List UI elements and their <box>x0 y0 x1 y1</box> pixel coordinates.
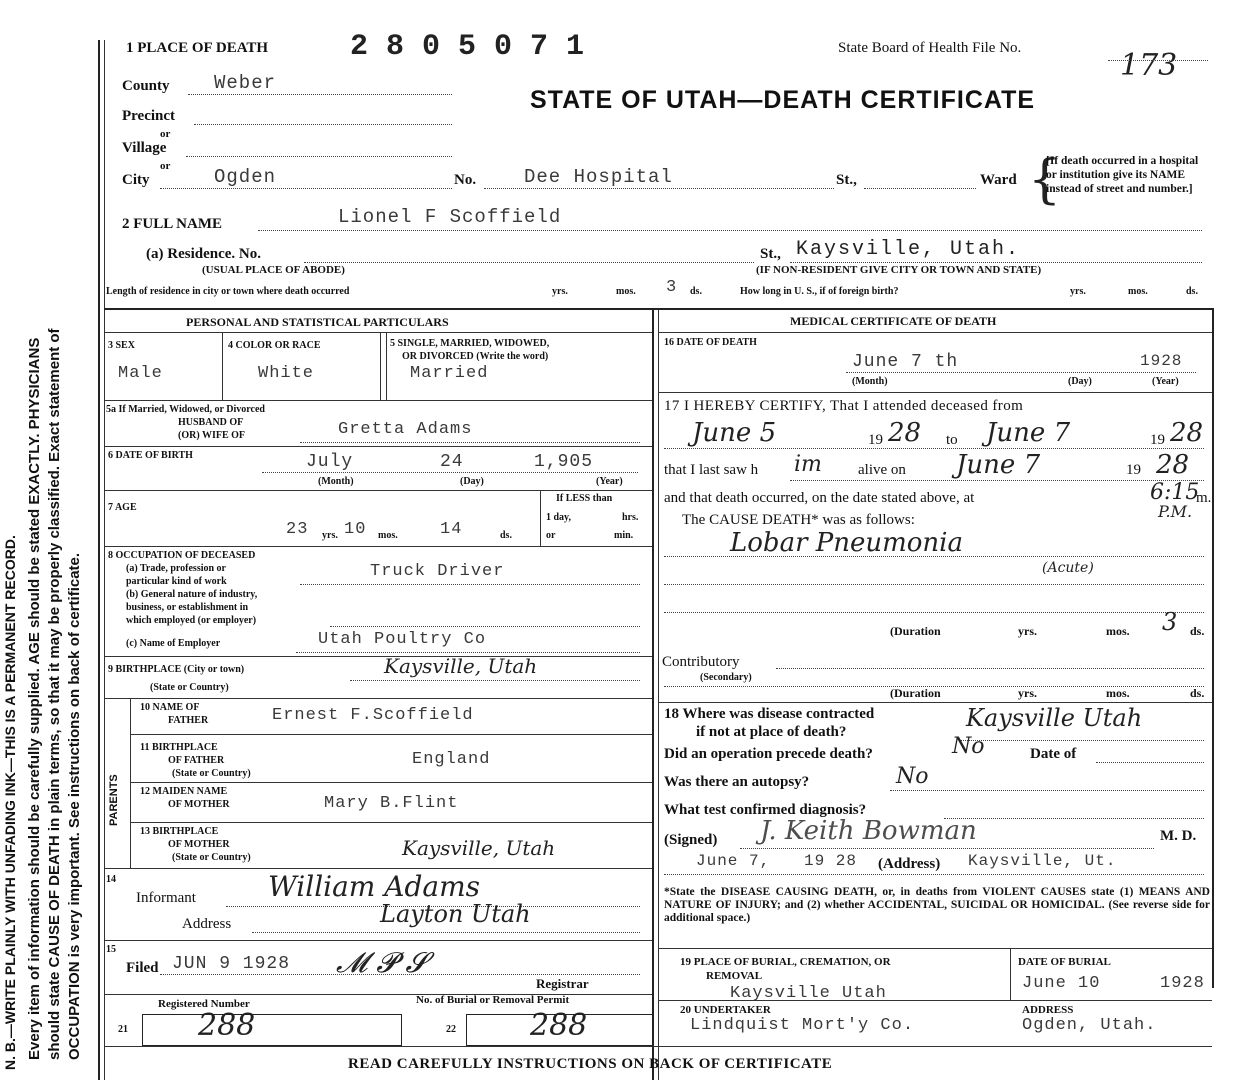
foreign-label: How long in U. S., if of foreign birth? <box>740 286 899 297</box>
duration1-label: (Duration <box>890 624 941 638</box>
duration1-yrs: yrs. <box>1018 624 1037 638</box>
father-bp-label-1: 11 BIRTHPLACE <box>140 742 218 753</box>
age-less-divider <box>540 490 541 546</box>
date-of-death-label: 16 DATE OF DEATH <box>664 337 757 348</box>
burial-date-label: DATE OF BURIAL <box>1018 956 1111 968</box>
occupation-a-value: Truck Driver <box>370 562 505 581</box>
row13-bottom <box>104 868 652 869</box>
foreign-ds: ds. <box>1186 286 1198 297</box>
occupation-label: 8 OCCUPATION OF DECEASED <box>108 550 256 561</box>
village-label: Village <box>122 140 167 156</box>
from-year-prefix: 19 <box>868 432 883 448</box>
frame-right-line <box>1212 308 1214 988</box>
date-of-death-line <box>846 372 1196 373</box>
dob-year-lbl: (Year) <box>596 476 623 487</box>
registrar-label: Registrar <box>536 976 589 991</box>
occupation-a-2: particular kind of work <box>126 576 227 587</box>
frame-left-line-2 <box>104 40 105 1080</box>
mother-bp-value: Kaysville, Utah <box>402 836 556 860</box>
length-ds-value: 3 <box>666 278 678 297</box>
spouse-label-3: (OR) WIFE OF <box>178 430 246 441</box>
county-line <box>188 94 452 95</box>
duration2-ds: ds. <box>1190 686 1205 700</box>
dob-year: 1,905 <box>534 452 594 472</box>
undertaker-value: Lindquist Mort'y Co. <box>690 1016 915 1035</box>
row7-bottom <box>104 546 652 547</box>
foreign-yrs: yrs. <box>1070 286 1086 297</box>
row12-bottom <box>130 822 652 823</box>
frame-left-line <box>98 40 100 1080</box>
county-value: Weber <box>214 72 277 94</box>
row9-bottom <box>104 698 652 699</box>
length-ds: ds. <box>690 286 702 297</box>
center-divider <box>652 310 654 1080</box>
death-m: m. <box>1196 490 1212 506</box>
father-value: Ernest F.Scoffield <box>272 706 474 725</box>
spouse-value: Gretta Adams <box>338 420 473 439</box>
date-of-death-value: June 7 th <box>852 352 959 372</box>
color-marital-divider <box>380 332 381 400</box>
birthplace-line <box>350 680 640 681</box>
to-year: 28 <box>1170 418 1204 448</box>
autopsy-line <box>890 790 1204 791</box>
color-value: White <box>258 364 315 383</box>
row8-bottom <box>104 656 652 657</box>
birthplace-sub: (State or Country) <box>150 682 229 693</box>
signed-address-line <box>664 874 1204 875</box>
row6-bottom <box>104 490 652 491</box>
personal-heading-line <box>104 332 652 333</box>
age-yrs: 23 <box>286 520 309 539</box>
medical-footnote: *State the DISEASE CAUSING DEATH, or, in deaths from VIOLENT CAUSES state (1) MEANS AND NATURE OF INJURY; and (2) whether ACCIDENTAL, SUICIDAL OR HOMICIDAL. (See reverse side for additional space.) <box>664 886 1210 924</box>
signed-address-label: (Address) <box>878 856 941 872</box>
occupation-a-line <box>300 584 640 585</box>
medical-heading-line <box>658 332 1212 333</box>
father-label-2: FATHER <box>168 715 209 726</box>
cause-line-2 <box>664 584 1204 585</box>
to-date: June 7 <box>986 418 1071 448</box>
row10-bottom <box>130 734 652 735</box>
city-label: City <box>122 172 150 188</box>
row20-bottom <box>104 1046 1212 1047</box>
st-line <box>864 188 976 189</box>
burial-date-year: 1928 <box>1160 974 1205 993</box>
year-lbl: (Year) <box>1152 376 1179 387</box>
age-ds-lbl: ds. <box>500 530 512 541</box>
residence-label: (a) Residence. No. <box>146 246 261 262</box>
operation-value: No <box>952 734 985 759</box>
day-lbl: (Day) <box>1068 376 1092 387</box>
registrar-signature: 𝓜 𝓟 𝓢 <box>336 946 428 979</box>
last-saw-line <box>790 480 1204 481</box>
dob-day: 24 <box>440 452 464 472</box>
cause-label: The CAUSE DEATH* was as follows: <box>682 512 915 528</box>
signed-address-value: Kaysville, Ut. <box>968 852 1117 870</box>
reg-no-label: Registered Number <box>158 998 250 1010</box>
date-of-line <box>1096 762 1204 763</box>
employer-label: (c) Name of Employer <box>126 638 221 649</box>
last-saw-label-2: alive on <box>858 462 906 478</box>
q18-value: Kaysville Utah <box>966 704 1143 732</box>
length-yrs: yrs. <box>552 286 568 297</box>
death-occurred-label: and that death occurred, on the date stated above, at <box>664 490 975 506</box>
to-year-prefix: 19 <box>1150 432 1165 448</box>
q18-line <box>960 740 1204 741</box>
dob-label: 6 DATE OF BIRTH <box>108 450 193 461</box>
spouse-label-2: HUSBAND OF <box>178 417 244 428</box>
ward-label: Ward <box>980 172 1017 188</box>
precinct-line <box>194 124 452 125</box>
month-lbl: (Month) <box>852 376 888 387</box>
signed-date: June 7, <box>696 852 771 870</box>
row18-bottom <box>658 948 1212 949</box>
undertaker-address-value: Ogden, Utah. <box>1022 1016 1157 1035</box>
row17-bottom <box>658 702 1212 703</box>
duration1-ds-value: 3 <box>1162 608 1178 636</box>
cause-line-1 <box>664 556 1204 557</box>
cause-line-3 <box>664 612 1204 613</box>
residence-value: Kaysville, Utah. <box>796 238 1021 261</box>
residence-sub: (USUAL PLACE OF ABODE) <box>202 264 345 276</box>
contrib-label: Contributory <box>662 654 740 670</box>
sex-value: Male <box>118 364 163 383</box>
parents-label: PARENTS <box>108 774 120 826</box>
parents-divider <box>130 698 131 868</box>
row5a-bottom <box>104 446 652 447</box>
no-value: Dee Hospital <box>524 166 673 188</box>
row15-bottom <box>104 994 652 995</box>
signed-year: 19 28 <box>804 852 858 870</box>
age-yrs-lbl: yrs. <box>322 530 338 541</box>
death-time: 6:15 <box>1150 480 1200 505</box>
filed-no: 15 <box>106 944 116 955</box>
medical-heading: MEDICAL CERTIFICATE OF DEATH <box>790 314 997 328</box>
burial-divider <box>1010 948 1011 1000</box>
village-line <box>186 156 452 157</box>
center-divider-2 <box>658 310 659 1080</box>
sidebar-notice-line1: N. B.—WRITE PLAINLY WITH UNFADING INK—THIS IS A PERMANENT RECORD. <box>2 535 18 1070</box>
less-min: min. <box>614 530 634 541</box>
length-label: Length of residence in city or town where death occurred <box>106 286 350 297</box>
row14-bottom <box>104 940 652 941</box>
age-ds: 14 <box>440 520 463 539</box>
burial-no-prefix: 22 <box>446 1024 456 1035</box>
duration2-mos: mos. <box>1106 686 1130 700</box>
duration1-mos: mos. <box>1106 624 1130 638</box>
no-label: No. <box>454 172 477 188</box>
full-name-label: 2 FULL NAME <box>122 216 223 232</box>
duration2-label: (Duration <box>890 686 941 700</box>
st-label: St., <box>836 172 857 188</box>
signed-line <box>740 848 1154 849</box>
autopsy-label: Was there an autopsy? <box>664 774 810 790</box>
city-value: Ogden <box>214 166 277 188</box>
sidebar-notice-line4: OCCUPATION is very important. See instructions on back of certificate. <box>66 552 83 1060</box>
birthplace-value: Kaysville, Utah <box>384 654 538 678</box>
father-bp-label-3: (State or Country) <box>172 768 251 779</box>
attended-line <box>664 448 1204 449</box>
length-mos: mos. <box>616 286 636 297</box>
last-saw-year-prefix: 19 <box>1126 462 1141 478</box>
burial-date-value: June 10 <box>1022 974 1101 993</box>
less-label-2: 1 day, <box>546 512 572 523</box>
q18-label-2: if not at place of death? <box>696 724 847 740</box>
dob-day-lbl: (Day) <box>460 476 484 487</box>
nonresident-note: (IF NON-RESIDENT GIVE CITY OR TOWN AND STATE) <box>756 264 1042 276</box>
row3-bottom <box>104 400 652 401</box>
address-label: Address <box>182 916 232 932</box>
undertaker-address-label: ADDRESS <box>1022 1004 1074 1016</box>
certify-text: 17 I HEREBY CERTIFY, That I attended deceased from <box>664 398 1024 414</box>
filed-line <box>160 974 640 975</box>
burial-no-value: 288 <box>530 1008 588 1043</box>
contrib-line-1 <box>776 668 1204 669</box>
cause-note: (Acute) <box>1042 560 1094 576</box>
informant-no: 14 <box>106 874 116 885</box>
employer-line <box>296 652 640 653</box>
father-bp-value: England <box>412 750 491 769</box>
row11-bottom <box>130 782 652 783</box>
hospital-brace: { <box>1028 150 1062 210</box>
filed-value: JUN 9 1928 <box>172 954 291 974</box>
from-year: 28 <box>888 418 922 448</box>
date-of-death-year: 1928 <box>1140 352 1183 370</box>
signed-value: J. Keith Bowman <box>760 816 977 846</box>
residence-no-line <box>304 262 754 263</box>
dob-month: July <box>306 452 354 472</box>
last-saw-date: June 7 <box>956 450 1041 480</box>
sex-label: 3 SEX <box>108 340 135 351</box>
city-line <box>160 188 452 189</box>
occupation-b-2: business, or establishment in <box>126 602 249 613</box>
row16-bottom <box>658 392 1212 393</box>
contrib-sub: (Secondary) <box>700 672 752 683</box>
date-of-label: Date of <box>1030 746 1077 762</box>
employer-value: Utah Poultry Co <box>318 630 487 649</box>
reg-no-prefix: 21 <box>118 1024 128 1035</box>
mother-value: Mary B.Flint <box>324 794 459 813</box>
age-label: 7 AGE <box>108 502 137 513</box>
occupation-b-1: (b) General nature of industry, <box>126 589 258 600</box>
mother-bp-label-2: OF MOTHER <box>168 839 230 850</box>
less-label-1: If LESS than <box>556 493 613 504</box>
place-of-death-label: 1 PLACE OF DEATH <box>126 40 269 56</box>
or-label-1: or <box>160 128 171 140</box>
test-line <box>944 818 1204 819</box>
foreign-mos: mos. <box>1128 286 1148 297</box>
spouse-label-1: 5a If Married, Widowed, or Divorced <box>106 404 265 415</box>
sex-color-divider <box>222 332 223 400</box>
birthplace-label: 9 BIRTHPLACE (City or town) <box>108 664 245 675</box>
autopsy-value: No <box>896 764 929 789</box>
to-label: to <box>946 432 958 448</box>
signed-label: (Signed) <box>664 832 718 848</box>
file-no-line <box>1108 60 1208 61</box>
color-marital-divider-2 <box>386 332 387 400</box>
or-label-2: or <box>160 160 171 172</box>
reg-no-value: 288 <box>198 1008 256 1043</box>
mother-label-2: OF MOTHER <box>168 799 230 810</box>
q18-label-1: 18 Where was disease contracted <box>664 706 875 722</box>
reg-no-box <box>142 1014 402 1046</box>
marital-value: Married <box>410 364 489 383</box>
spouse-line <box>300 442 640 443</box>
file-no-label: State Board of Health File No. <box>838 40 1022 56</box>
informant-label: Informant <box>136 890 196 906</box>
marital-label-2: OR DIVORCED (Write the word) <box>402 351 549 362</box>
marital-label-1: 5 SINGLE, MARRIED, WIDOWED, <box>390 338 550 349</box>
personal-heading: PERSONAL AND STATISTICAL PARTICULARS <box>186 315 449 329</box>
from-date: June 5 <box>692 418 777 448</box>
certificate-number: 2805071 <box>350 30 603 64</box>
certificate-title: STATE OF UTAH—DEATH CERTIFICATE <box>530 86 1036 114</box>
precinct-label: Precinct <box>122 108 176 124</box>
last-saw-year: 28 <box>1156 450 1190 480</box>
less-hrs: hrs. <box>622 512 639 523</box>
row19-bottom <box>658 1000 1212 1001</box>
md-label: M. D. <box>1160 828 1197 844</box>
informant-value: William Adams <box>268 870 481 903</box>
age-mos-lbl: mos. <box>378 530 398 541</box>
father-bp-label-2: OF FATHER <box>168 755 225 766</box>
filed-label: Filed <box>126 960 159 976</box>
burial-value: Kaysville Utah <box>730 984 887 1003</box>
sidebar-notice-line3: should state CAUSE OF DEATH in plain terms, so that it may be properly classified. Exact statement of <box>46 328 63 1060</box>
last-saw-label-1: that I last saw h <box>664 462 759 478</box>
full-name-line <box>258 230 1202 231</box>
last-saw-value: im <box>794 452 822 477</box>
color-label: 4 COLOR OR RACE <box>228 340 321 351</box>
sidebar-notice-line2: Every item of information should be carefully supplied. AGE should be stated EXACTLY. PHYSICIANS <box>26 337 43 1060</box>
mother-label-1: 12 MAIDEN NAME <box>140 786 228 797</box>
occupation-b-3: which employed (or employer) <box>126 615 257 626</box>
test-label: What test confirmed diagnosis? <box>664 802 867 818</box>
father-label-1: 10 NAME OF <box>140 702 200 713</box>
county-label: County <box>122 78 170 94</box>
mother-bp-label-1: 13 BIRTHPLACE <box>140 826 219 837</box>
undertaker-label: 20 UNDERTAKER <box>680 1004 771 1016</box>
less-label-3: or <box>546 530 556 541</box>
burial-label-1: 19 PLACE OF BURIAL, CREMATION, OR <box>680 956 891 968</box>
duration2-yrs: yrs. <box>1018 686 1037 700</box>
residence-st-label: St., <box>760 246 781 262</box>
duration1-ds: ds. <box>1190 624 1205 638</box>
residence-line <box>790 262 1202 263</box>
cause-value: Lobar Pneumonia <box>730 528 963 558</box>
full-name-value: Lionel F Scoffield <box>338 206 562 228</box>
mother-bp-label-3: (State or Country) <box>172 852 251 863</box>
burial-no-label: No. of Burial or Removal Permit <box>416 994 570 1006</box>
file-no-value: 173 <box>1120 48 1178 83</box>
no-line <box>484 188 834 189</box>
address-line <box>252 932 640 933</box>
hospital-note: [If death occurred in a hospital or institution give its NAME instead of street and number.] <box>1046 155 1199 195</box>
death-pm: P.M. <box>1158 502 1193 521</box>
address-value: Layton Utah <box>380 900 531 928</box>
footer-instructions: READ CAREFULLY INSTRUCTIONS ON BACK OF CERTIFICATE <box>348 1056 833 1072</box>
age-mos: 10 <box>344 520 367 539</box>
occupation-b-line <box>330 626 640 627</box>
dob-month-lbl: (Month) <box>318 476 354 487</box>
operation-label: Did an operation precede death? <box>664 746 873 762</box>
burial-label-2: REMOVAL <box>706 970 763 982</box>
occupation-a-1: (a) Trade, profession or <box>126 563 226 574</box>
dob-line <box>262 472 638 473</box>
